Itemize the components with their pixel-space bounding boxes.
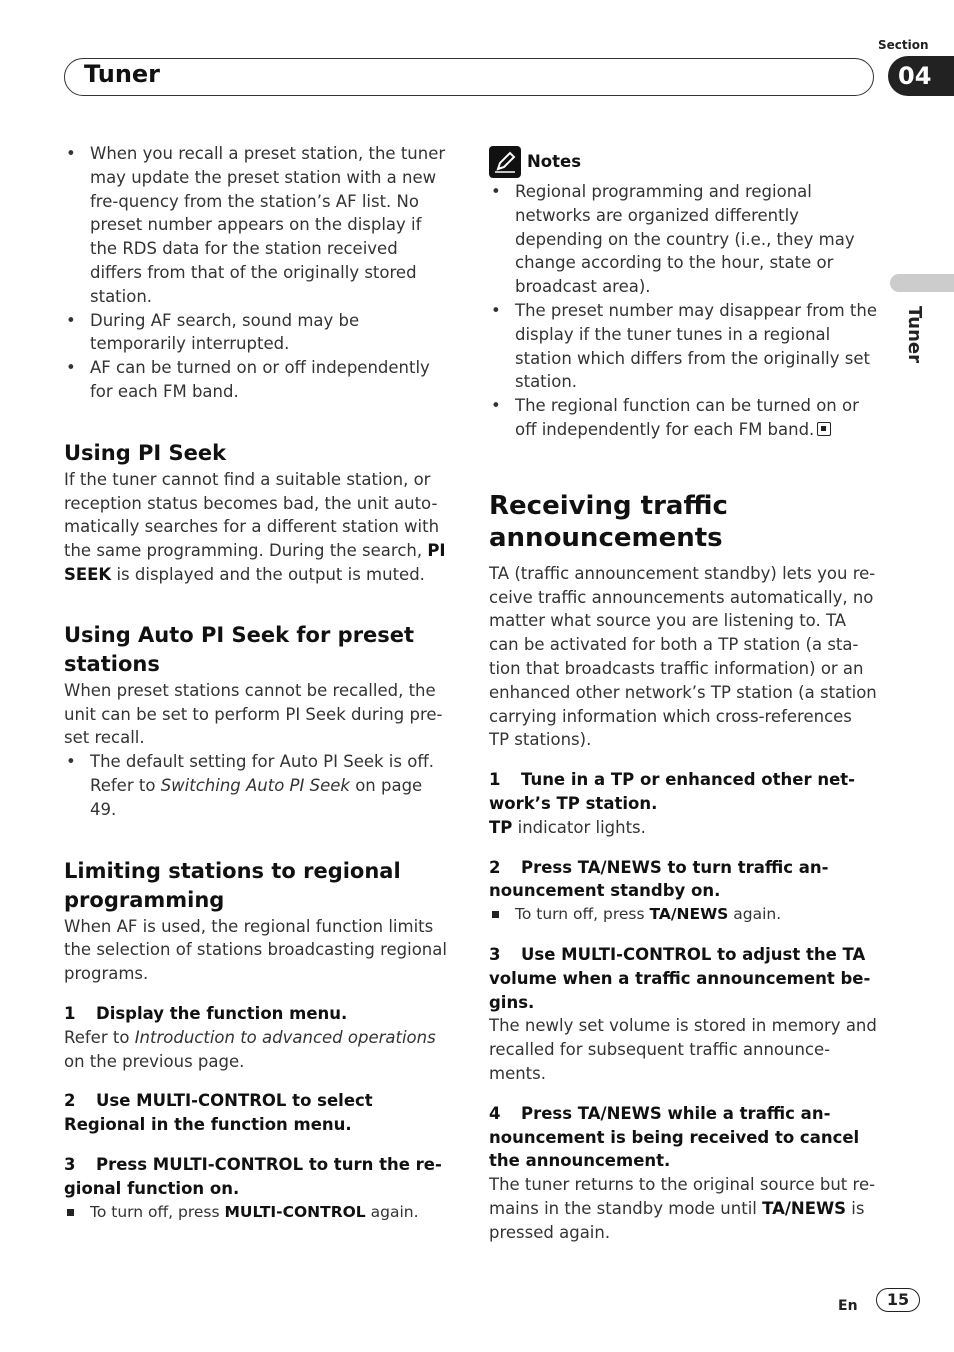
- step-body-text-end: is pressed again.: [489, 1198, 865, 1242]
- language-label: En: [838, 1298, 858, 1314]
- note-text-end: again.: [365, 1202, 419, 1221]
- step-body-text: indicator lights.: [512, 817, 646, 837]
- side-tab: [890, 274, 954, 292]
- step-text: Press TA/NEWS to turn traffic an-nouncement standby on.: [489, 857, 829, 901]
- step-number: 3: [64, 1154, 76, 1174]
- side-tab-label: Tuner: [904, 306, 925, 364]
- note-text: The regional function can be turned on or off independently for each FM band.: [515, 396, 859, 439]
- right-column: [489, 146, 877, 1244]
- note-text: To turn off, press: [515, 905, 650, 924]
- step-1: [489, 768, 877, 816]
- notes-label: Notes: [527, 152, 582, 172]
- step-3: [489, 943, 877, 1014]
- auto-pi-text: The default setting for Auto PI Seek is off. Refer to: [90, 752, 434, 795]
- step-text: Tune in a TP or enhanced other net-work’s TP station.: [489, 770, 856, 813]
- step-number: 2: [489, 857, 501, 877]
- pi-seek-body: [64, 468, 450, 587]
- step-number: 2: [64, 1091, 76, 1111]
- step-number: 4: [489, 1103, 501, 1123]
- stop-icon: [817, 422, 831, 436]
- step-number: 1: [64, 1003, 76, 1023]
- step-1: [64, 1002, 450, 1026]
- list-item: • The preset number may disappear from the display if the tuner tunes in a regional station which differs from the originally set station.: [489, 299, 877, 394]
- note-text-end: again.: [728, 905, 782, 924]
- auto-pi-link-text: Switching Auto PI Seek: [160, 775, 350, 795]
- pi-seek-heading: Using PI Seek: [64, 440, 227, 465]
- step-text: Use MULTI-CONTROL to adjust the TA volume when a traffic announcement be-gins.: [489, 944, 871, 1012]
- page-title: Tuner: [84, 60, 161, 88]
- step-number: 3: [489, 944, 501, 964]
- auto-pi-seek-heading: Using Auto PI Seek for preset stations: [64, 622, 415, 676]
- auto-pi-bullet-list: [64, 750, 450, 821]
- note-text: To turn off, press: [90, 1202, 225, 1221]
- step-text: Use MULTI-CONTROL to select Regional in the function menu.: [64, 1091, 373, 1135]
- step-1-body: [489, 816, 877, 840]
- note-keyword: TA/NEWS: [649, 905, 729, 924]
- step-3: [64, 1153, 450, 1201]
- notes-header: [489, 146, 877, 178]
- pencil-icon: [489, 146, 521, 178]
- step-3-note: [64, 1201, 450, 1225]
- step-body-text: The tuner returns to the original source but re-mains in the standby mode until: [489, 1175, 876, 1218]
- step-body-text: Refer to: [64, 1027, 135, 1047]
- list-item: • AF can be turned on or off independently for each FM band.: [64, 356, 450, 404]
- list-item: [489, 394, 877, 442]
- step-link-text: Introduction to advanced operations: [134, 1027, 436, 1047]
- step-text: Display the function menu.: [96, 1003, 348, 1023]
- section-number-badge: 04: [888, 56, 954, 96]
- list-item: • When you recall a preset station, the tuner may update the preset station with a new fre-quency from the station’s AF list. No preset number appears on the display if the RDS data for the station received differs from that of the originally stored station.: [64, 142, 450, 309]
- list-item: • During AF search, sound may be temporarily interrupted.: [64, 309, 450, 357]
- af-bullet-list: [64, 142, 450, 404]
- step-keyword: TP: [489, 817, 513, 837]
- list-item: [64, 750, 450, 821]
- step-3-body: The newly set volume is stored in memory and recalled for subsequent traffic announce-ments.: [489, 1016, 877, 1083]
- step-text: Press TA/NEWS while a traffic an-nouncement is being received to cancel the announcement.: [489, 1103, 860, 1171]
- traffic-body: TA (traffic announcement standby) lets you re-ceive traffic announcements automatically, no matter what source you are listening to. TA can be activated for both a TP station (a sta-tion that broadcasts traffic information) or an enhanced other network’s TP station (a station carrying information which cross-references TP stations).: [489, 563, 877, 750]
- step-number: 1: [489, 770, 501, 790]
- list-item: • Regional programming and regional networks are organized differently depending on the country (i.e., they may change according to the hour, state or broadcast area).: [489, 180, 877, 299]
- traffic-heading: Receiving traffic announcements: [489, 490, 728, 553]
- step-body-text-end: on the previous page.: [64, 1051, 245, 1071]
- step-2: [489, 856, 877, 904]
- step-1-body: [64, 1026, 450, 1074]
- note-keyword: MULTI-CONTROL: [224, 1202, 366, 1221]
- step-2-note: [489, 903, 877, 927]
- step-text: Press MULTI-CONTROL to turn the re-gional function on.: [64, 1154, 442, 1198]
- auto-pi-text-end: on page 49.: [90, 775, 423, 819]
- step-4: [489, 1102, 877, 1173]
- pi-seek-keyword: PI SEEK: [64, 541, 446, 584]
- section-label: Section: [878, 38, 929, 52]
- auto-pi-seek-body: When preset stations cannot be recalled, the unit can be set to perform PI Seek during pre-set recall.: [64, 680, 443, 748]
- notes-list: [489, 180, 877, 442]
- step-keyword: TA/NEWS: [762, 1198, 847, 1218]
- page-number: 15: [876, 1288, 920, 1312]
- step-4-body: [489, 1173, 877, 1244]
- step-2: [64, 1089, 450, 1137]
- pi-seek-text-end: is displayed and the output is muted.: [111, 564, 425, 584]
- regional-body: When AF is used, the regional function limits the selection of stations broadcasting regional programs.: [64, 916, 447, 984]
- header-bar: [64, 58, 874, 96]
- left-column: [64, 142, 450, 1224]
- regional-heading: Limiting stations to regional programming: [64, 858, 401, 912]
- pi-seek-text: If the tuner cannot find a suitable station, or reception status becomes bad, the unit auto-matically searches for a different station with the same programming. During the search,: [64, 469, 440, 561]
